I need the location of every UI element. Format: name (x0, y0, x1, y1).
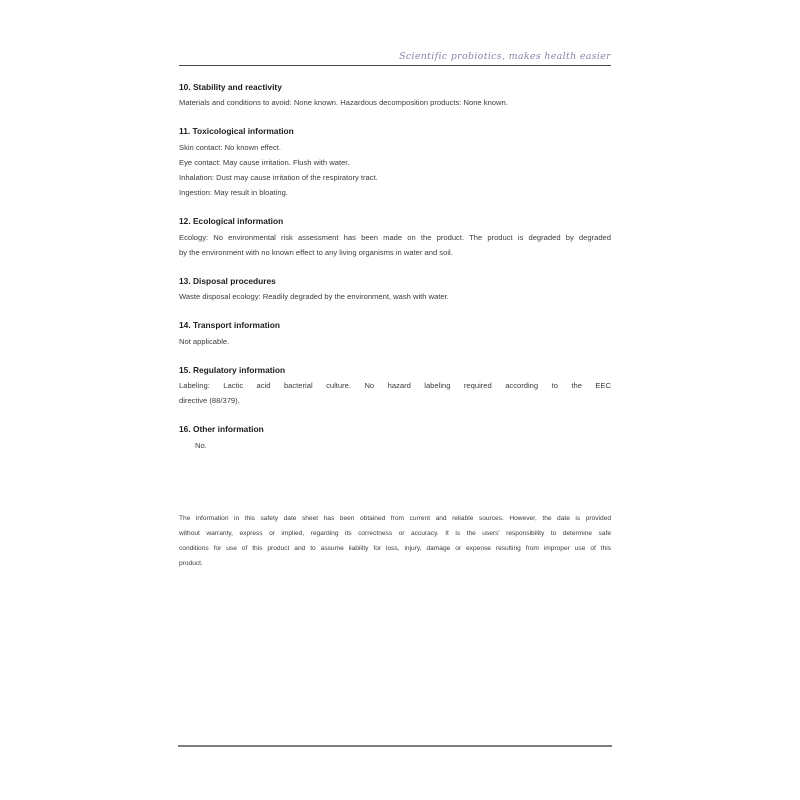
section-text-line: Eye contact: May cause irritation. Flush with water. (179, 157, 350, 167)
disclaimer-text-line: without warranty, express or implied, regarding its correctness or accuracy. It is the users' responsibility to determine safe (179, 530, 611, 538)
disclaimer-text-line: conditions for use of this product and to assume liability for loss, injury, damage or expense resulting from improper use of this (179, 545, 611, 553)
section-heading: 14. Transport information (179, 320, 280, 331)
section-text-line: directive (88/379). (179, 396, 240, 406)
section-text-line: Materials and conditions to avoid: None known. Hazardous decomposition products: None known. (179, 98, 508, 108)
page-header (179, 51, 611, 66)
disclaimer-text-line: The information in this safety date sheet has been obtained from current and reliable sources. However, the date is provided (179, 514, 611, 522)
section-text-line: No. (195, 440, 207, 450)
section-text-line: by the environment with no known effect to any living organisms in water and soil. (179, 247, 453, 257)
section-text-line: Inhalation: Dust may cause irritation of the respiratory tract. (179, 173, 378, 183)
document-content (179, 0, 611, 572)
section-toxicological (179, 124, 611, 200)
disclaimer-text-line: product. (179, 560, 203, 568)
section-heading: 12. Ecological information (179, 216, 284, 227)
section-text-line: Waste disposal ecology: Readily degraded by the environment, wash with water. (179, 292, 449, 302)
disclaimer-paragraph (179, 511, 611, 572)
section-text-line: Not applicable. (179, 336, 230, 346)
section-heading: 15. Regulatory information (179, 364, 286, 375)
section-stability-reactivity (179, 80, 611, 110)
footer-rule (178, 745, 612, 747)
header-tagline: Scientific probiotics, makes health easier (399, 51, 611, 62)
section-heading: 10. Stability and reactivity (179, 82, 282, 92)
section-heading: 11. Toxicological information (179, 126, 294, 137)
section-transport (179, 318, 611, 348)
section-heading: 13. Disposal procedures (179, 276, 276, 287)
section-text-line: Ingestion: May result in bloating. (179, 188, 288, 198)
section-text-line: Labeling: Lactic acid bacterial culture. No hazard labeling required according to the EEC (179, 381, 611, 391)
section-text-line: Ecology: No environmental risk assessment has been made on the product. The product is degraded by degraded (179, 232, 611, 242)
section-disposal (179, 274, 611, 304)
section-text-line: Skin contact: No known effect. (179, 142, 282, 152)
section-ecological (179, 214, 611, 260)
section-other-information (179, 422, 611, 452)
section-regulatory (179, 363, 611, 409)
section-heading: 16. Other information (179, 424, 264, 435)
